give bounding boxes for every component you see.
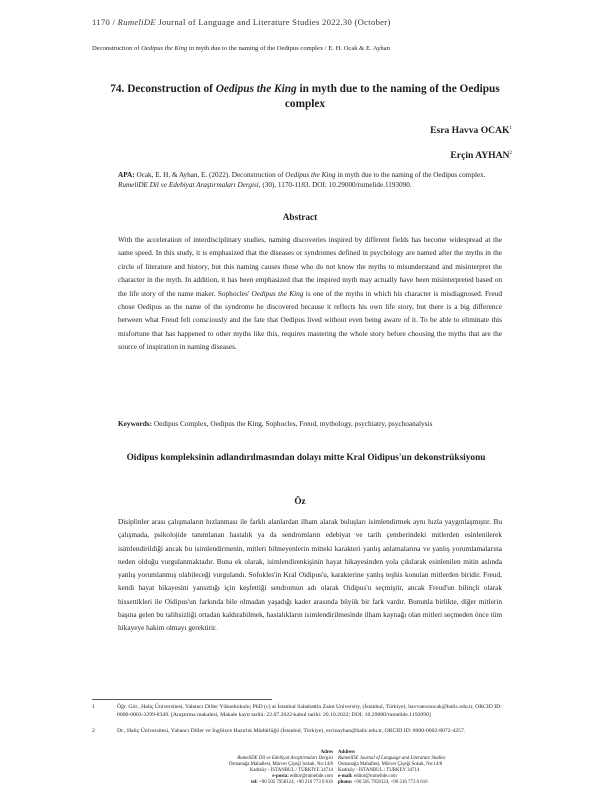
author-2: Erçin AYHAN$^2$ [450,150,512,161]
turkish-title: Oidipus kompleksinin adlandırılmasından dolayı mitte Kral Oidipus'un dekonstrüksiyonu [126,453,486,463]
address-turkish: Adres RumeliDE Dil ve Edebiyat Araştırmaları Dergisi Osmanağa Mahallesi, Mürver Çiçeği Sokak, No:14/8 Kadıköy - İSTANBUL / TÜRKİYE 34714 e-posta: editor@rumelide.com tel: +90 505 7958124, +90 216 773 0 616 [228,750,333,786]
oz-heading: Öz [294,497,306,507]
article-title: 74. Deconstruction of Oedipus the King in myth due to the naming of the Oedipus complex [110,83,500,110]
footnote-2: 2 Dr., Haliç Üniversitesi, Yabancı Diller ve İngilizce Hazırlık Müdürlüğü (İstanbul, Türkiye), ercinayhan@halic.edu.tr, ORCID ID: 0000-0002-8072-4257. [92,728,466,734]
footnote-divider [92,699,272,700]
abstract-text: With the acceleration of interdisciplinary studies, naming discoveries inspired by different fields has become widespread at the same speed. In this study, it is emphasized that the diseases or syndromes defined in psychology are named after the myths in the circle of literature and history, but this naming causes those who do not know the myths to misunderstand and misinterpret the character in the myth. In addition, it has been emphasized that the inspired myth may actually have been misinterpreted based on the life story of the name maker. Sophocles' Oedipus the King is one of the myths in which his character is misdiagnosed. Freud chose Oedipus as the name of the syndrome he discovered because it reflects his own life story, but there is a big difference between what Freud felt consciously and the fate that Oedipus lived without even being aware of it. To be able to eliminate this misfortune that has happened to other myths like this, requires mastering the whole story before choosing the myths that are the source of inspiration in naming diseases. [118,235,502,352]
address-english: Address RumeliDE Journal of Language and Literature Studies Osmanağa Mahallesi, Mürver Çiçeği Sokak, No:14/8 Kadıköy - İSTANBUL / TURKEY 34714 e-mail: editor@rumelide.com phone: +90 505 7958124, +90 216 773 0 616 [338,750,446,786]
apa-citation: APA: Ocak, E. H. & Ayhan, E. (2022). Deconstruction of Oedipus the King in myth due to the naming of the Oedipus complex. RumeliDE Dil ve Edebiyat Araştırmaları Dergisi, (30), 1170-1183. DOI: 10.29000/rumelide.1193090. [118,171,486,190]
footnote-1: 1 Öğr. Gör., Haliç Üniversitesi, Yabancı Diller Yüksekokulu; PhD (c) at İstanbul Sabahattin Zaim University, (İstanbul, Türkiye), havvaesraocak@halic.edu.tr, ORCID ID: 0000-0003-3299-8349. [Araştırma makalesi, Makale kayıt tarihi: 22.07.2022-kabul tarihi: 20.10.2022; DOI: 10.29000/rumelide.1193090] [92,704,502,718]
journal-details: Journal of Language and Literature Studies 2022.30 (October) [155,17,391,27]
turkish-abstract-text: Disiplinler arası çalışmaların hızlanması ile farklı alanlardan ilham alarak buluşları isimlendirmek aynı hızla yaygınlaşmıştır. Bu çalışmada, psikolojide tanımlanan hastalık ya da sendromların edebiyat ve tarih çemberindeki mitlerden esinlenilerek isimlendirildiği ancak bu isimlendirmenin, mitleri bilmeyenlerin mitteki karakteri yanlış anlamalarına ve yanlış yorumlamalarına neden olduğu vurgulanmaktadır. Buna ek olarak, isimlendirenkişinin hayat hikayesinden yola çıkılarak esinlenilen mitin aslında yanlış yorumlanmış olabileceği vurgulandı. Sofokles'in Kral Oidipus'u, karakterine yanlış teşhis konulan mitlerden biridir. Freud, kendi hayat hikayesini yansıttığı için keşfettiği sendromun adı olarak Oidipus'u seçmiştir, ancak Freud'un bilinçli olarak hissettikleri ile Oidipus'un farkında bile olmadan yaşadığı kader arasında büyük bir fark vardır. Bununla birlikte, diğer mitlerin başına gelen bu talihsizliği ortadan kaldırabilmek, hastalıkların isimlendirilmesinde ilham kaynağı olan mitleri seçmeden önce tüm hikayeye hakim olmayı gerektirir. [118,517,502,632]
running-subheader: Deconstruction of Oedipus the King in myth due to the naming of the Oedipus complex / E. H. Ocak & E. Ayhan [92,45,390,52]
journal-name: RumeliDE [117,17,156,27]
keywords: Keywords: Oedipus Complex, Oedipus the King, Sophocles, Freud, mythology, psychiatry, psychoanalysis [118,419,433,428]
author-1: Esra Havva OCAK$^1$ [430,125,512,136]
page-number: 1170 [92,17,111,27]
running-header: 1170 / RumeliDE Journal of Language and Literature Studies 2022.30 (October) [92,17,391,27]
abstract-heading: Abstract [282,213,318,223]
